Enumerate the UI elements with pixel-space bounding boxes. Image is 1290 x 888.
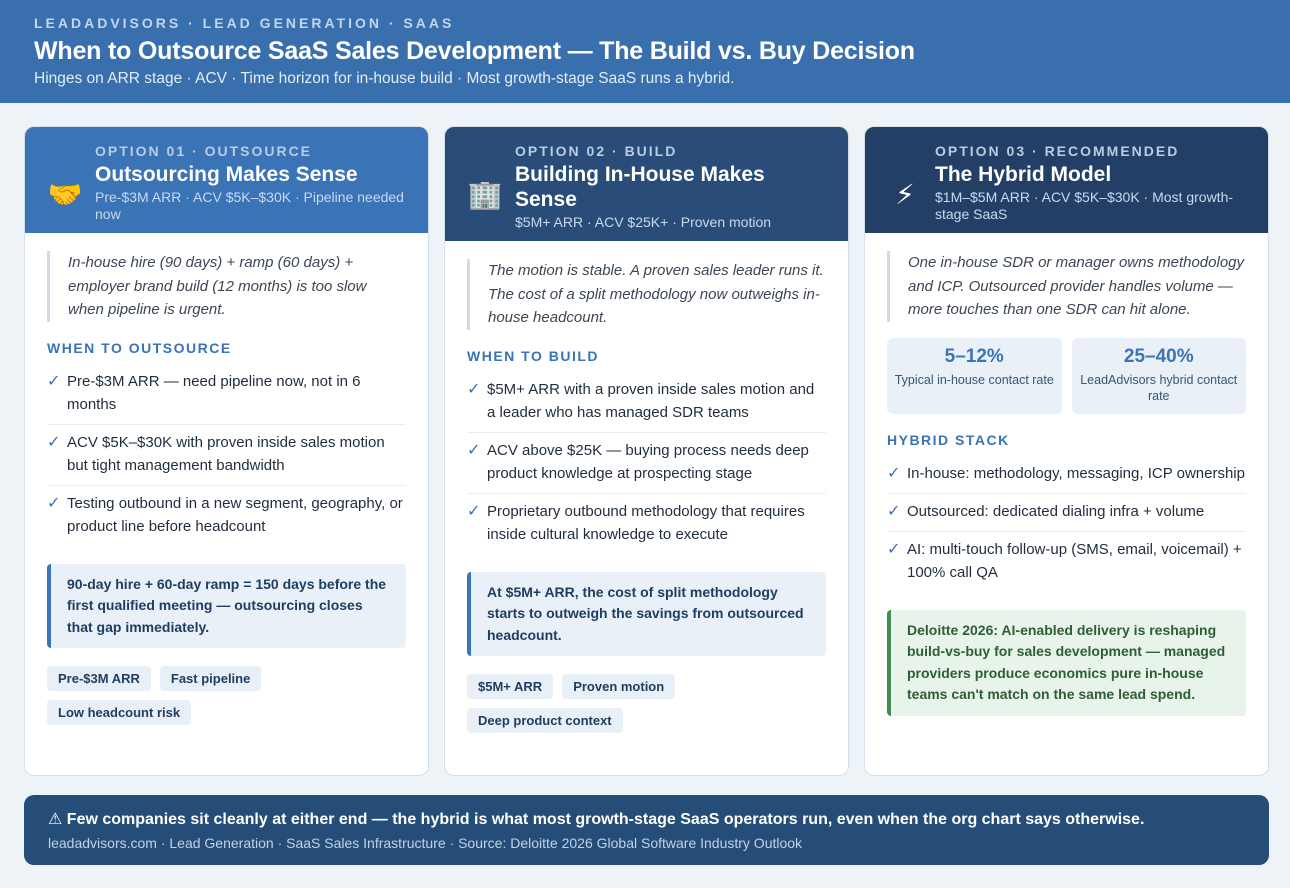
card-meta: $5M+ ARR · ACV $25K+ · Proven motion bbox=[515, 214, 772, 230]
footer-source: leadadvisors.com · Lead Generation · SaaS Sales Infrastructure · Source: Deloitte 2026 Global Software Industry Outlook bbox=[48, 835, 803, 851]
card-eyebrow: OPTION 02 · BUILD bbox=[515, 143, 678, 159]
card-eyebrow: OPTION 03 · RECOMMENDED bbox=[935, 143, 1180, 159]
card-header bbox=[865, 127, 1268, 233]
stat-value: 5–12% bbox=[944, 345, 1004, 367]
list-item bbox=[887, 456, 1246, 494]
checkmark-icon: ✓ bbox=[47, 494, 61, 512]
stat-box bbox=[887, 338, 1062, 414]
card-meta: Pre-$3M ARR · ACV $5K–$30K · Pipeline needed now bbox=[95, 189, 404, 222]
callout-box: Deloitte 2026: AI-enabled delivery is reshaping build-vs-buy for sales development — managed providers produce economics pure in-house teams can't match on the same lead spend. bbox=[887, 610, 1246, 716]
checkmark-icon: ✓ bbox=[887, 464, 901, 482]
option-card-hybrid bbox=[864, 126, 1269, 776]
page-subtitle: Hinges on ARR stage · ACV · Time horizon for in-house build · Most growth-stage SaaS runs a hybrid. bbox=[34, 70, 735, 87]
stat-value: 25–40% bbox=[1123, 345, 1194, 367]
option-card-build bbox=[444, 126, 849, 776]
list-item-text: ACV $5K–$30K with proven inside sales motion but tight management bandwidth bbox=[67, 433, 385, 474]
list-item-text: AI: multi-touch follow-up (SMS, email, voicemail) + 100% call QA bbox=[907, 540, 1242, 581]
list-item bbox=[47, 425, 406, 486]
checkmark-icon: ✓ bbox=[47, 372, 61, 390]
office-building-icon: 🏢 bbox=[467, 179, 503, 210]
page-title: When to Outsource SaaS Sales Development — The Build vs. Buy Decision bbox=[34, 37, 915, 65]
list-item-text: Outsourced: dedicated dialing infra + volume bbox=[907, 502, 1205, 520]
checkmark-icon: ✓ bbox=[887, 540, 901, 558]
tag: Fast pipeline bbox=[160, 666, 261, 691]
lightning-icon: ⚡ bbox=[895, 179, 915, 210]
list-item bbox=[887, 532, 1246, 592]
card-title: Building In-House Makes Sense bbox=[515, 163, 765, 211]
handshake-icon: 🤝 bbox=[47, 179, 83, 210]
list-item-text: Testing outbound in a new segment, geography, or product line before headcount bbox=[67, 494, 403, 535]
option-card-outsource bbox=[24, 126, 429, 776]
footer-message: ⚠ Few companies sit cleanly at either end — the hybrid is what most growth-stage SaaS operators run, even when the org chart says otherwise. bbox=[48, 811, 1145, 828]
tag-list bbox=[47, 666, 387, 725]
tag: Low headcount risk bbox=[47, 700, 191, 725]
tag: Proven motion bbox=[562, 674, 675, 699]
tag: Pre-$3M ARR bbox=[47, 666, 151, 691]
checkmark-icon: ✓ bbox=[467, 441, 481, 459]
list-item bbox=[887, 494, 1246, 532]
checkmark-icon: ✓ bbox=[887, 502, 901, 520]
checkmark-icon: ✓ bbox=[47, 433, 61, 451]
page-header bbox=[0, 0, 1290, 103]
card-quote: The motion is stable. A proven sales leader runs it. The cost of a split methodology now outweighs in-house headcount. bbox=[467, 259, 826, 330]
list-item-text: Pre-$3M ARR — need pipeline now, not in 6 months bbox=[67, 372, 361, 413]
header-eyebrow: LEADADVISORS · LEAD GENERATION · SAAS bbox=[34, 15, 455, 31]
card-title: The Hybrid Model bbox=[935, 163, 1112, 186]
criteria-list bbox=[47, 364, 406, 546]
card-quote: One in-house SDR or manager owns methodology and ICP. Outsourced provider handles volume — more touches than one SDR can hit alone. bbox=[887, 251, 1246, 322]
criteria-list bbox=[887, 456, 1246, 592]
page-footer bbox=[24, 795, 1269, 865]
section-label: WHEN TO OUTSOURCE bbox=[47, 339, 232, 356]
checkmark-icon: ✓ bbox=[467, 502, 481, 520]
section-label: WHEN TO BUILD bbox=[467, 347, 600, 364]
callout-box: 90-day hire + 60-day ramp = 150 days before the first qualified meeting — outsourcing closes that gap immediately. bbox=[47, 564, 406, 649]
list-item bbox=[467, 372, 826, 433]
list-item bbox=[47, 364, 406, 425]
section-label: HYBRID STACK bbox=[887, 431, 1010, 448]
criteria-list bbox=[467, 372, 826, 554]
checkmark-icon: ✓ bbox=[467, 380, 481, 398]
tag: $5M+ ARR bbox=[467, 674, 553, 699]
stat-label: Typical in-house contact rate bbox=[894, 372, 1054, 387]
list-item-text: $5M+ ARR with a proven inside sales motion and a leader who has managed SDR teams bbox=[487, 380, 815, 421]
stat-box bbox=[1072, 338, 1247, 414]
stats-row bbox=[887, 338, 1246, 414]
list-item bbox=[467, 494, 826, 554]
card-quote: In-house hire (90 days) + ramp (60 days) + employer brand build (12 months) is too slow when pipeline is urgent. bbox=[47, 251, 406, 322]
list-item-text: In-house: methodology, messaging, ICP ownership bbox=[907, 464, 1245, 482]
tag: Deep product context bbox=[467, 708, 623, 733]
card-meta: $1M–$5M ARR · ACV $5K–$30K · Most growth-stage SaaS bbox=[935, 189, 1234, 222]
list-item-text: ACV above $25K — buying process needs deep product knowledge at prospecting stage bbox=[487, 441, 809, 482]
list-item bbox=[47, 486, 406, 546]
stat-label: LeadAdvisors hybrid contact rate bbox=[1080, 372, 1238, 403]
card-title: Outsourcing Makes Sense bbox=[95, 163, 358, 186]
card-header bbox=[25, 127, 428, 233]
list-item bbox=[467, 433, 826, 494]
list-item-text: Proprietary outbound methodology that requires inside cultural knowledge to execute bbox=[487, 502, 805, 543]
card-eyebrow: OPTION 01 · OUTSOURCE bbox=[95, 143, 313, 159]
card-header bbox=[445, 127, 848, 241]
callout-box: At $5M+ ARR, the cost of split methodology starts to outweigh the savings from outsourced headcount. bbox=[467, 572, 826, 657]
tag-list bbox=[467, 674, 807, 733]
